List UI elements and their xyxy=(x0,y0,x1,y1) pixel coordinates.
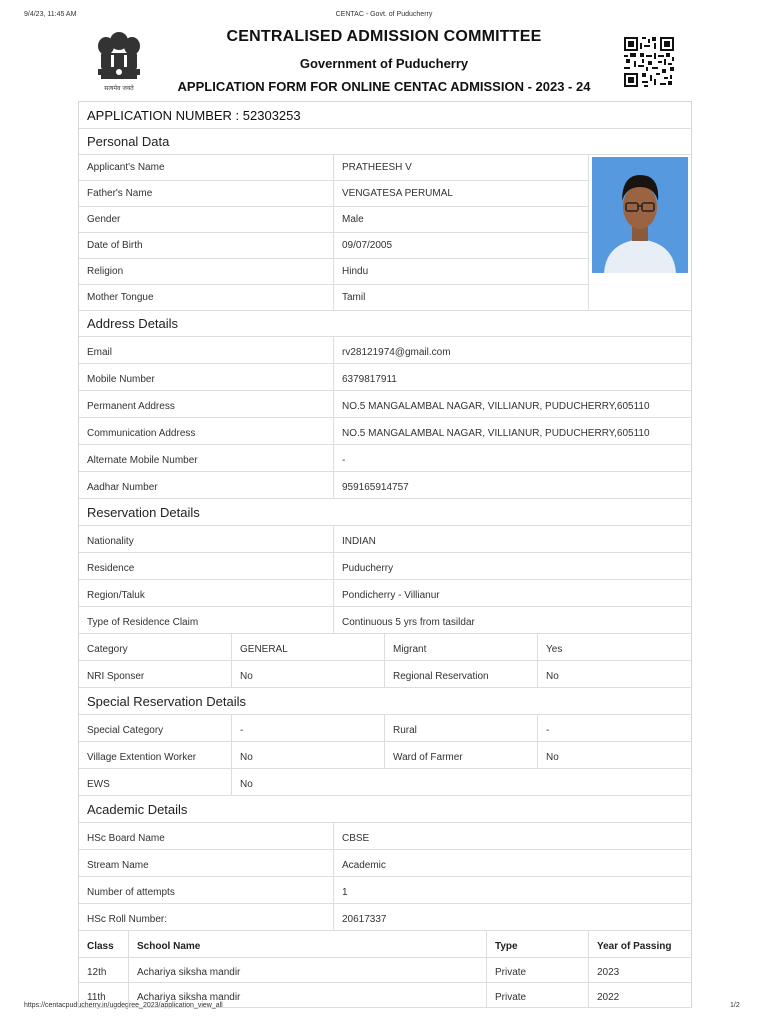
cell-year: 2023 xyxy=(597,966,620,978)
field-value: CBSE xyxy=(342,832,370,844)
row-village-farmer xyxy=(79,742,691,769)
field-label: Gender xyxy=(79,207,334,232)
field-label: NRI Sponser xyxy=(79,661,232,687)
field-label: Village Extention Worker xyxy=(79,742,232,768)
column-header-type: Type xyxy=(487,931,589,957)
row-permanent-address xyxy=(79,391,691,418)
field-label: Category xyxy=(79,634,232,660)
table-row xyxy=(79,958,691,983)
field-value: NO.5 MANGALAMBAL NAGAR, VILLIANUR, PUDUCHERRY,605110 xyxy=(342,400,650,412)
row-communication-address xyxy=(79,418,691,445)
field-value: - xyxy=(546,724,550,736)
state-emblem xyxy=(89,27,149,95)
field-value: - xyxy=(342,454,346,466)
field-value: Continuous 5 yrs from tasildar xyxy=(342,616,475,628)
field-value: 6379817911 xyxy=(342,373,397,385)
cell-type: Private xyxy=(487,983,589,1007)
field-value: 1 xyxy=(342,886,348,898)
field-value: Yes xyxy=(546,643,563,655)
row-mobile xyxy=(79,364,691,391)
row-hsc-board xyxy=(79,823,691,850)
column-header-year: Year of Passing xyxy=(597,940,672,952)
field-label: Rural xyxy=(385,715,538,741)
field-label: Mother Tongue xyxy=(79,285,334,310)
row-religion xyxy=(79,259,589,285)
field-value: NO.5 MANGALAMBAL NAGAR, VILLIANUR, PUDUCHERRY,605110 xyxy=(342,427,650,439)
column-header-school: School Name xyxy=(129,931,487,957)
print-page-number: 1/2 xyxy=(730,1002,740,1009)
field-value: - xyxy=(232,715,385,741)
field-value: Academic xyxy=(342,859,386,871)
field-value: Male xyxy=(334,207,589,232)
field-label: HSc Roll Number: xyxy=(79,904,334,930)
cell-type: Private xyxy=(487,958,589,982)
field-label: Nationality xyxy=(79,526,334,552)
column-header-class: Class xyxy=(79,931,129,957)
qr-code xyxy=(624,36,674,88)
cell-school: Achariya siksha mandir xyxy=(129,983,487,1007)
application-form xyxy=(78,101,692,1008)
field-value: rv28121974@gmail.com xyxy=(342,346,451,358)
cell-class: 12th xyxy=(79,958,129,982)
field-label: Email xyxy=(79,337,334,363)
field-label: HSc Board Name xyxy=(79,823,334,849)
field-label: EWS xyxy=(79,769,232,795)
cell-class: 11th xyxy=(79,983,129,1007)
form-title: APPLICATION FORM FOR ONLINE CENTAC ADMISSION - 2023 - 24 xyxy=(177,79,591,94)
print-url: https://centacpuducherry.in/ugdegree_2023/application_view_all xyxy=(24,1002,223,1009)
field-value: PRATHEESH V xyxy=(334,155,589,180)
field-label: Father's Name xyxy=(79,181,334,206)
field-value: Tamil xyxy=(334,285,589,310)
school-table-header xyxy=(79,931,691,958)
field-label: Stream Name xyxy=(79,850,334,876)
field-value: GENERAL xyxy=(232,634,385,660)
field-label: Alternate Mobile Number xyxy=(79,445,334,471)
cell-year: 2022 xyxy=(597,991,620,1003)
section-reservation-details: Reservation Details xyxy=(79,499,691,526)
field-value: No xyxy=(232,742,385,768)
field-value: VENGATESA PERUMAL xyxy=(334,181,589,206)
field-label: Number of attempts xyxy=(79,877,334,903)
table-row xyxy=(79,983,691,1008)
row-special-rural xyxy=(79,715,691,742)
row-stream xyxy=(79,850,691,877)
committee-title: CENTRALISED ADMISSION COMMITTEE xyxy=(226,28,542,45)
field-value: No xyxy=(240,778,253,790)
field-label: Migrant xyxy=(385,634,538,660)
application-number: APPLICATION NUMBER : 52303253 xyxy=(79,102,691,129)
print-page-title: CENTAC - Govt. of Puducherry xyxy=(335,11,433,18)
row-applicant-name xyxy=(79,155,589,181)
row-residence-claim xyxy=(79,607,691,634)
field-value: 09/07/2005 xyxy=(334,233,589,258)
section-personal-data: Personal Data xyxy=(79,129,691,155)
row-alternate-mobile xyxy=(79,445,691,472)
field-label: Regional Reservation xyxy=(385,661,538,687)
field-label: Mobile Number xyxy=(79,364,334,390)
row-roll-number xyxy=(79,904,691,931)
field-label: Special Category xyxy=(79,715,232,741)
row-category-migrant xyxy=(79,634,691,661)
row-region-taluk xyxy=(79,580,691,607)
row-ews xyxy=(79,769,691,796)
applicant-photo xyxy=(592,157,688,273)
photo-cell xyxy=(589,155,691,310)
row-attempts xyxy=(79,877,691,904)
row-aadhar xyxy=(79,472,691,499)
field-label: Permanent Address xyxy=(79,391,334,417)
row-nri-regional xyxy=(79,661,691,688)
row-nationality xyxy=(79,526,691,553)
row-residence xyxy=(79,553,691,580)
field-value: No xyxy=(546,670,559,682)
field-value: Pondicherry - Villianur xyxy=(342,589,440,601)
print-datetime: 9/4/23, 11:45 AM xyxy=(24,11,77,18)
field-label: Residence xyxy=(79,553,334,579)
field-label: Region/Taluk xyxy=(79,580,334,606)
field-value: 959165914757 xyxy=(342,481,409,493)
field-label: Applicant's Name xyxy=(79,155,334,180)
svg-text:सत्यमेव जयते: सत्यमेव जयते xyxy=(104,85,134,92)
field-label: Aadhar Number xyxy=(79,472,334,498)
field-label: Communication Address xyxy=(79,418,334,444)
personal-data-block xyxy=(79,155,691,311)
field-value: No xyxy=(232,661,385,687)
field-label: Date of Birth xyxy=(79,233,334,258)
field-value: No xyxy=(546,751,559,763)
cell-school: Achariya siksha mandir xyxy=(129,958,487,982)
row-father-name xyxy=(79,181,589,207)
field-label: Religion xyxy=(79,259,334,284)
field-label: Type of Residence Claim xyxy=(79,607,334,633)
section-address-details: Address Details xyxy=(79,311,691,337)
row-gender xyxy=(79,207,589,233)
government-title: Government of Puducherry xyxy=(299,56,469,71)
field-label: Ward of Farmer xyxy=(385,742,538,768)
field-value: Hindu xyxy=(334,259,589,284)
field-value: 20617337 xyxy=(342,913,387,925)
section-academic-details: Academic Details xyxy=(79,796,691,823)
row-mother-tongue xyxy=(79,285,589,310)
field-value: Puducherry xyxy=(342,562,394,574)
field-value: INDIAN xyxy=(342,535,376,547)
section-special-reservation: Special Reservation Details xyxy=(79,688,691,715)
row-email xyxy=(79,337,691,364)
row-date-of-birth xyxy=(79,233,589,259)
